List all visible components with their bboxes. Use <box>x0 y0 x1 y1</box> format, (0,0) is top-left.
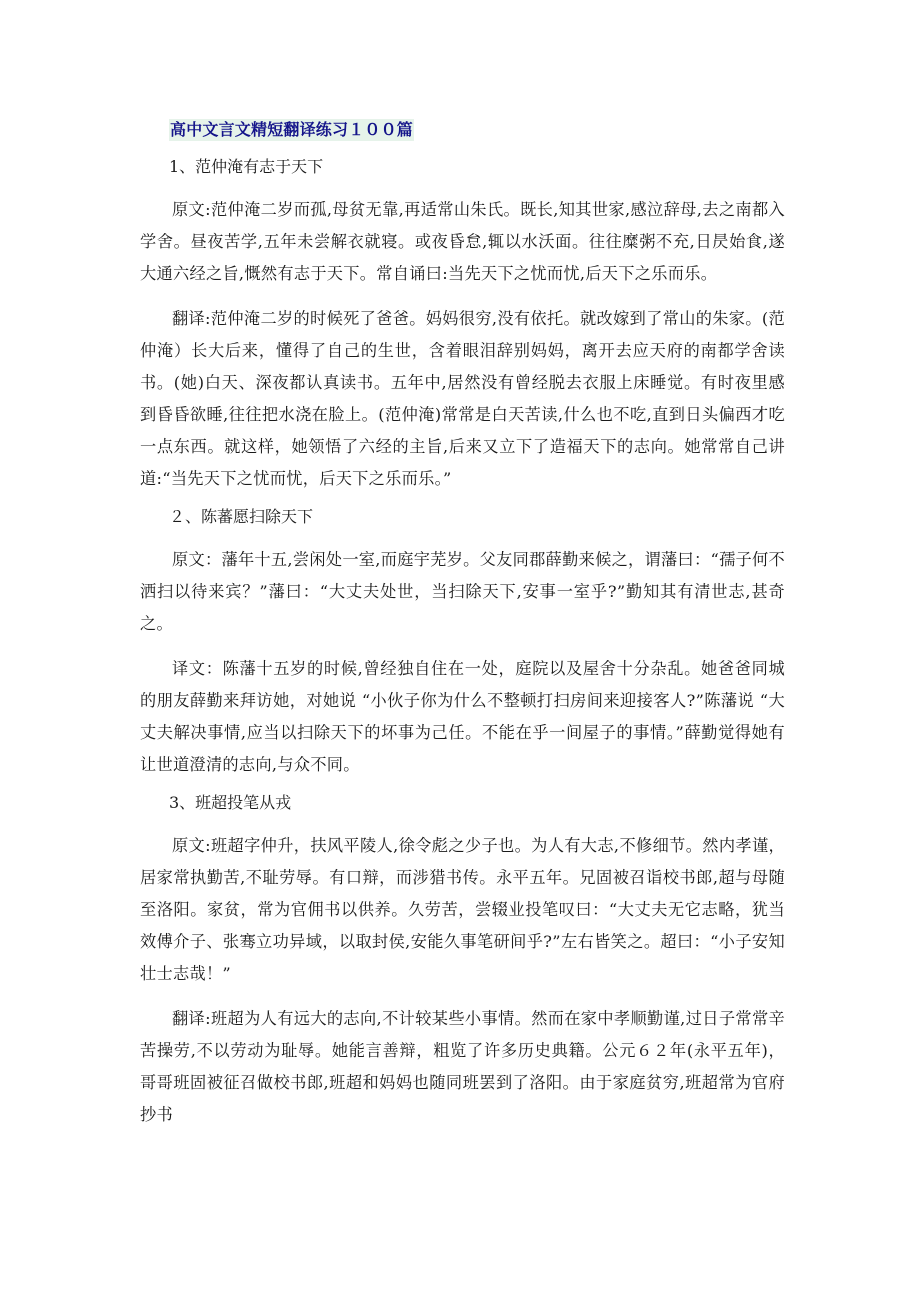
section-heading-2: ２、陈蕃愿扫除天下 <box>169 507 314 526</box>
document-title: 高中文言文精短翻译练习１００篇 <box>170 120 414 139</box>
document-page <box>140 0 785 1131</box>
section-heading-3: 3、班超投笔从戎 <box>169 793 292 812</box>
section-3-translation: 翻译:班超为人有远大的志向,不计较某些小事情。然而在家中孝顺勤谨,过日子常常辛苦操劳,不以劳动为耻辱。她能言善辩，粗览了许多历史典籍。公元６２年(永平五年)，哥哥班固被征召做校书郎,班超和妈妈也随同班罢到了洛阳。由于家庭贫穷,班超常为官府抄书 <box>140 1009 785 1124</box>
section-1-original: 原文:范仲淹二岁而孤,母贫无靠,再适常山朱氏。既长,知其世家,感泣辞母,去之南都入学舍。昼夜苦学,五年未尝解衣就寝。或夜昏怠,辄以水沃面。往往糜粥不充,日昃始食,遂大通六经之旨,慨然有志于天下。常自诵曰:当先天下之忧而忧,后天下之乐而乐。 <box>140 200 785 283</box>
section-1-translation: 翻译:范仲淹二岁的时候死了爸爸。妈妈很穷,没有依托。就改嫁到了常山的朱家。(范仲淹）长大后来，懂得了自己的生世，含着眼泪辞别妈妈，离开去应天府的南都学舍读书。(她)白天、深夜都认真读书。五年中,居然没有曾经脱去衣服上床睡觉。有时夜里感到昏昏欲睡,往往把水浇在脸上。(范仲淹)常常是白天苦读,什么也不吃,直到日头偏西才吃一点东西。就这样，她领悟了六经的主旨,后来又立下了造福天下的志向。她常常自己讲道:“当先天下之忧而忧，后天下之乐而乐。” <box>140 309 785 488</box>
title-row <box>140 119 785 145</box>
section-heading-1: 1、范仲淹有志于天下 <box>169 157 324 176</box>
section-2-original: 原文：藩年十五,尝闲处一室,而庭宇芜岁。父友同郡薛勤来候之，谓藩曰：“孺子何不洒扫以待来宾？”藩曰：“大丈夫处世，当扫除天下,安事一室乎?”勤知其有清世志,甚奇之。 <box>140 550 786 633</box>
section-3-original: 原文:班超字仲升，扶风平陵人,徐令彪之少子也。为人有大志,不修细节。然内孝谨，居家常执勤苦,不耻劳辱。有口辩，而涉猎书传。永平五年。兄固被召诣校书郎,超与母随至洛阳。家贫，常为官佣书以供养。久劳苦，尝辍业投笔叹曰：“大丈夫无它志略，犹当效傅介子、张骞立功异域，以取封侯,安能久事笔研间乎?”左右皆笑之。超曰：“小子安知壮士志哉！” <box>140 836 785 983</box>
section-2-translation: 译文：陈藩十五岁的时候,曾经独自住在一处，庭院以及屋舍十分杂乱。她爸爸同城的朋友薛勤来拜访她，对她说 “小伙子你为什么不整顿打扫房间来迎接客人?”陈藩说 “大丈夫解决事情,应当以扫除天下的坏事为己任。不能在乎一间屋子的事情。”薛勤觉得她有让世道澄清的志向,与众不同。 <box>140 659 785 774</box>
